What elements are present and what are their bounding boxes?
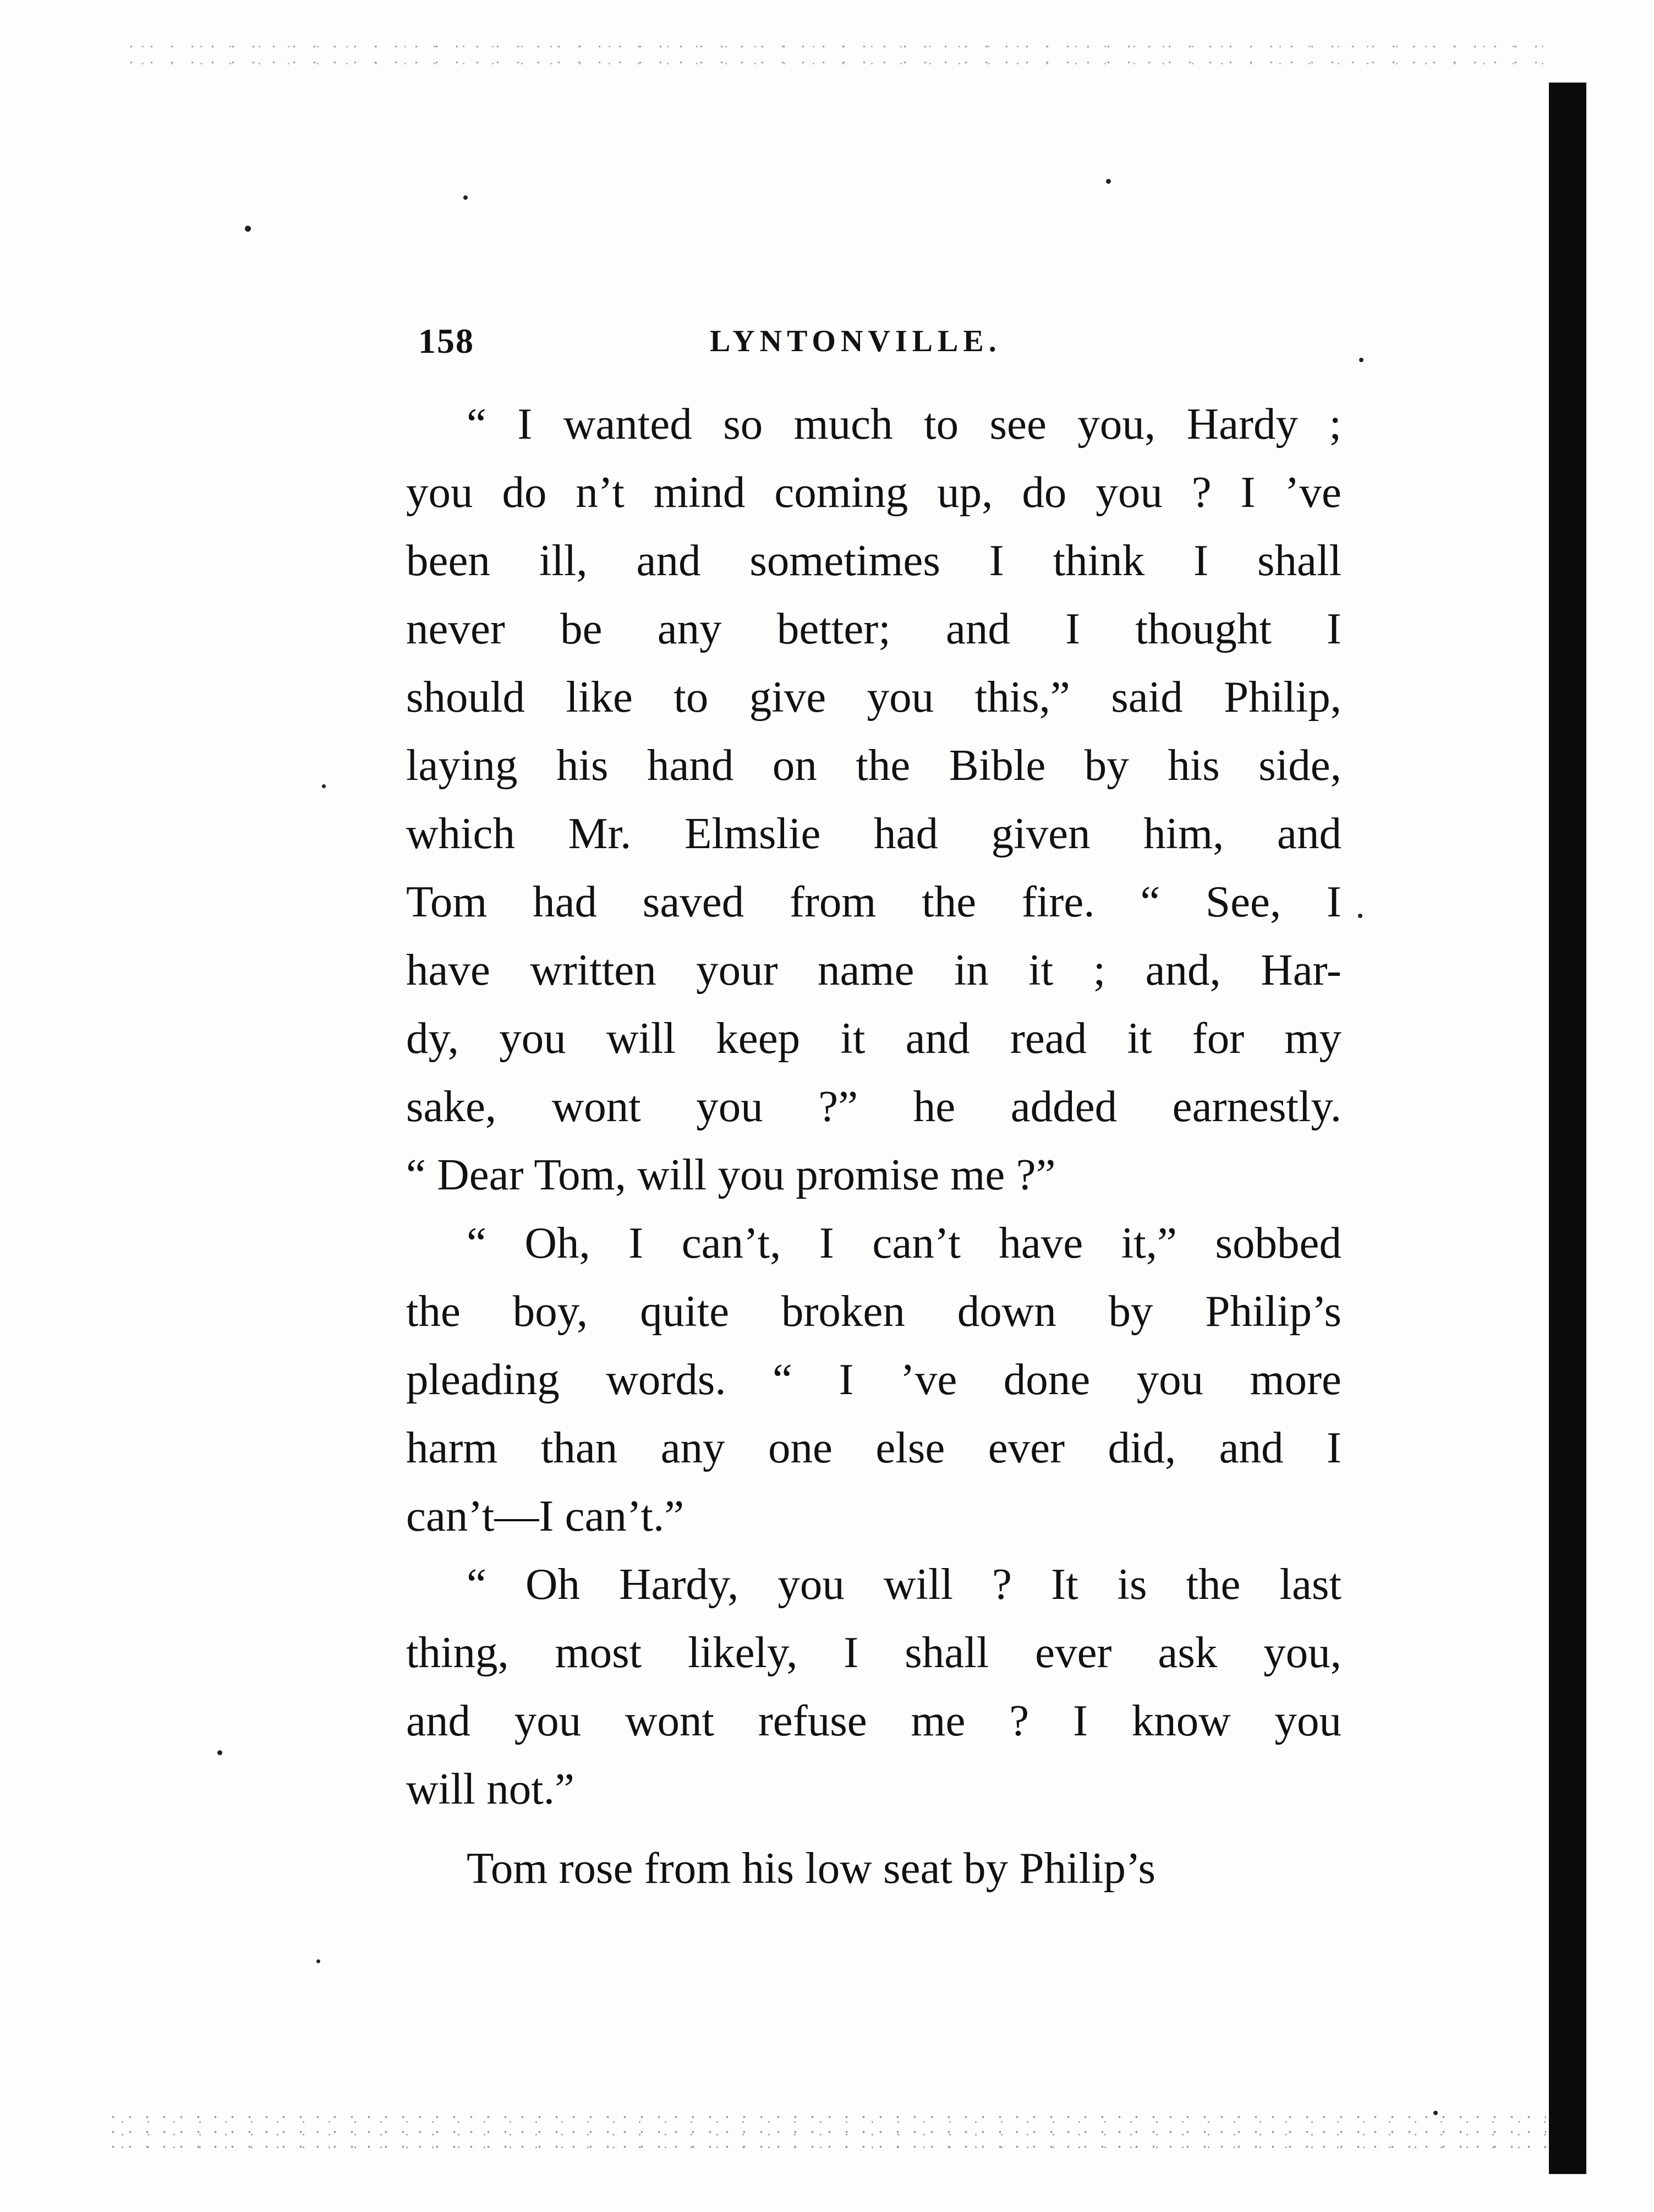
page-header bbox=[418, 314, 1122, 369]
body-text bbox=[406, 390, 1341, 1902]
text-line: Tom rose from his low seat by Philip’s bbox=[467, 1843, 1156, 1893]
text-line: you do n’t mind coming up, do you ? I ’ve bbox=[406, 467, 1341, 517]
text-line: will not.” bbox=[406, 1764, 574, 1814]
scan-speck bbox=[322, 784, 326, 788]
text-line: thing, most likely, I shall ever ask you, bbox=[406, 1627, 1341, 1677]
text-line: been ill, and sometimes I think I shall bbox=[406, 536, 1341, 585]
page-number: 158 bbox=[418, 321, 474, 361]
scan-speck bbox=[1106, 179, 1111, 184]
text-line: “ Dear Tom, will you promise me ?” bbox=[406, 1150, 1056, 1199]
text-line: Tom had saved from the fire. “ See, I bbox=[406, 877, 1341, 926]
paragraph-gap bbox=[406, 1823, 1341, 1834]
scan-speck bbox=[1359, 358, 1363, 362]
scan-speck bbox=[316, 1959, 320, 1963]
text-line: never be any better; and I thought I bbox=[406, 604, 1341, 653]
scan-noise-top bbox=[121, 33, 1552, 72]
text-line: which Mr. Elmslie had given him, and bbox=[406, 809, 1341, 858]
text-line: laying his hand on the Bible by his side, bbox=[406, 740, 1341, 790]
scan-speck bbox=[463, 195, 468, 200]
scan-noise-bottom bbox=[105, 2113, 1546, 2158]
text-line: sake, wont you ?” he added earnestly. bbox=[406, 1082, 1341, 1131]
scan-speck bbox=[245, 226, 251, 232]
text-line: harm than any one else ever did, and I bbox=[406, 1423, 1341, 1472]
text-line: should like to give you this,” said Philip, bbox=[406, 672, 1341, 722]
running-head: LYNTONVILLE. bbox=[710, 324, 1001, 358]
text-line: pleading words. “ I ’ve done you more bbox=[406, 1354, 1341, 1404]
text-line: “ Oh Hardy, you will ? It is the last bbox=[467, 1559, 1341, 1609]
text-line: “ Oh, I can’t, I can’t have it,” sobbed bbox=[467, 1218, 1341, 1268]
scan-speck bbox=[1358, 914, 1362, 918]
text-line: can’t—I can’t.” bbox=[406, 1491, 684, 1541]
scan-speck bbox=[217, 1750, 222, 1755]
binding-edge bbox=[1549, 83, 1586, 2174]
text-line: have written your name in it ; and, Har- bbox=[406, 945, 1341, 995]
text-line: “ I wanted so much to see you, Hardy ; bbox=[467, 399, 1341, 449]
text-line: the boy, quite broken down by Philip’s bbox=[406, 1286, 1341, 1336]
text-line: dy, you will keep it and read it for my bbox=[406, 1013, 1341, 1063]
text-line: and you wont refuse me ? I know you bbox=[406, 1696, 1341, 1745]
scan-speck bbox=[1433, 2111, 1438, 2115]
